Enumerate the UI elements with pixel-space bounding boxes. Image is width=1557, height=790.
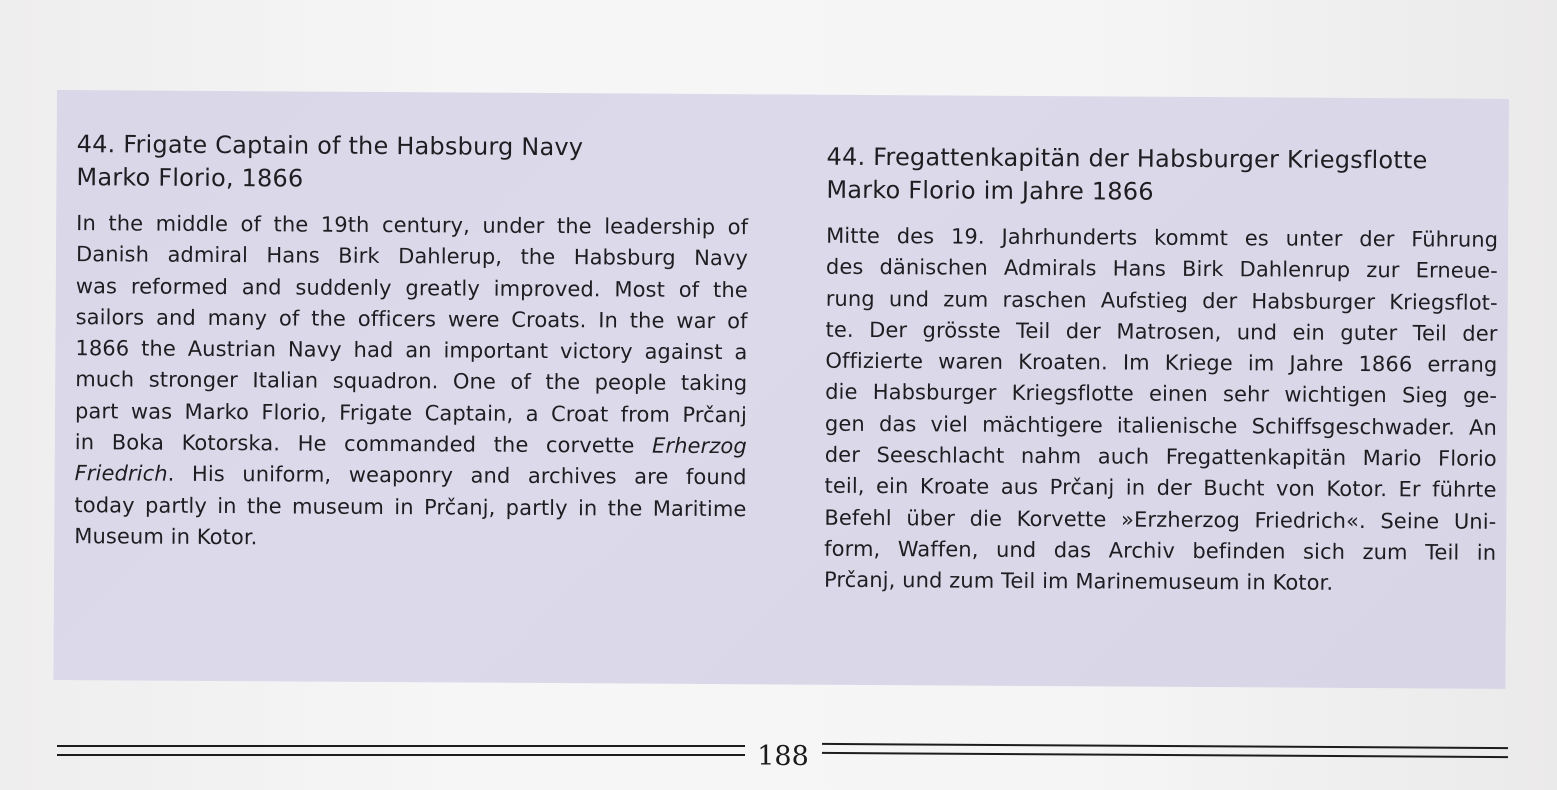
english-title-line: 44. Frigate Captain of the Habsburg Navy xyxy=(76,130,584,162)
english-title-line: Marko Florio, 1866 xyxy=(76,163,304,193)
german-body-line: Befehl über die Korvette »Erzherzog Friedrich«. Seine Uni- xyxy=(824,505,1497,534)
text-panel xyxy=(53,90,1509,689)
english-body-text: . His uniform, weaponry and archives are found xyxy=(167,462,747,490)
german-body-line: te. Der grösste Teil der Matrosen, und ein guter Teil der xyxy=(825,317,1498,346)
german-body-line: Mitte des 19. Jahrhunderts kommt es unter der Führung xyxy=(826,223,1499,252)
english-body-line: 1866 the Austrian Navy had an important victory against a xyxy=(75,336,748,365)
german-column xyxy=(824,141,1507,601)
german-title xyxy=(826,141,1506,211)
english-column xyxy=(74,128,757,556)
german-body-line: Prčanj, und zum Teil im Marinemuseum in Kotor. xyxy=(823,567,1334,596)
german-body-line: rung und zum raschen Aufstieg der Habsburger Kriegsflot- xyxy=(825,286,1498,315)
english-body xyxy=(74,208,748,556)
german-body-line: form, Waffen, und das Archiv befinden sich zum Teil in xyxy=(824,536,1497,565)
ship-name-italic: Erherzog xyxy=(651,433,747,459)
english-body-line: Danish admiral Hans Birk Dahlerup, the Habsburg Navy xyxy=(75,242,749,271)
german-body-line: die Habsburger Kriegsflotte einen sehr wichtigen Sieg ge- xyxy=(825,380,1498,409)
english-title xyxy=(76,128,756,198)
german-body-line: gen das viel mächtigere italienische Schiffsgeschwader. An xyxy=(824,411,1498,440)
ship-name-italic: Friedrich xyxy=(74,461,168,487)
english-body-line: sailors and many of the officers were Croats. In the war of xyxy=(75,305,748,334)
english-body-line: was reformed and suddenly greatly improved. Most of the xyxy=(75,273,748,302)
english-body-line: much stronger Italian squadron. One of the people taking xyxy=(75,367,748,396)
english-body-line xyxy=(75,458,747,493)
english-body-line: today partly in the museum in Prčanj, partly in the Maritime xyxy=(74,492,747,521)
german-body-line: teil, ein Kroate aus Prčanj in der Bucht von Kotor. Er führte xyxy=(824,474,1497,503)
german-title-line: 44. Fregattenkapitän der Habsburger Kriegsflotte xyxy=(826,142,1428,175)
page-number: 188 xyxy=(757,741,809,772)
english-body-line: part was Marko Florio, Frigate Captain, a Croat from Prčanj xyxy=(74,398,748,428)
german-body-line: Offizierte waren Kroaten. Im Kriege im Jahre 1866 errang xyxy=(825,348,1498,377)
english-body-line: Museum in Kotor. xyxy=(74,524,258,550)
german-title-line: Marko Florio im Jahre 1866 xyxy=(826,175,1154,206)
german-body-line: der Seeschlacht nahm auch Fregattenkapitän Mario Florio xyxy=(824,442,1497,471)
german-body-line: des dänischen Admirals Hans Birk Dahlenrup zur Erneue- xyxy=(825,254,1498,284)
english-body-line: In the middle of the 19th century, under the leadership of xyxy=(76,211,749,240)
english-body-text: in Boka Kotorska. He commanded the corvette xyxy=(74,430,653,458)
german-body xyxy=(824,221,1498,601)
english-body-line xyxy=(75,427,747,462)
footer-rule-left xyxy=(57,745,745,756)
